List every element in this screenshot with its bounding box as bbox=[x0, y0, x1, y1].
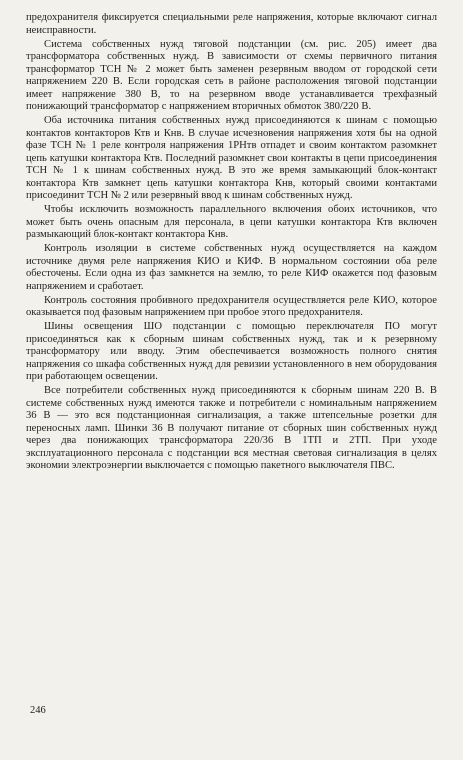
paragraph-2: Система собственных нужд тяговой подстанции (см. рис. 205) имеет два трансформатора собственных нужд. В зависимости от схемы первичного питания трансформатор ТСН № 2 может быть заменен резервным вводом от городской сети напряжением 220 В. Если городская сеть в районе расположения тяговой подстанции имеет напряжение 380 В, то на резервном вводе устанавливается трехфазный понижающий трансформатор с напряжением вторичных обмоток 380/220 В. bbox=[26, 38, 437, 112]
paragraph-1: предохранителя фиксируется специальными реле напряжения, которые включают сигнал неисправности. bbox=[26, 12, 437, 36]
paragraph-7: Шины освещения ШО подстанции с помощью переключателя ПО могут присоединяться как к сборным шинам собственных нужд, так и к резервному трансформатору или вводу. Этим обеспечивается возможность полного снятия напряжения со шкафа собственных нужд для ревизии установленного в нем оборудования при работающем освещении. bbox=[26, 321, 437, 382]
paragraph-8: Все потребители собственных нужд присоединяются к сборным шинам 220 В. В системе собственных нужд имеются также и потребители с номинальным напряжением 36 В — это вся подстанционная сигнализация, а также штепсельные розетки для переносных ламп. Шинки 36 В получают питание от сборных шин собственных нужд через два понижающих трансформатора 220/36 В 1ТП и 2ТП. При уходе эксплуатационного персонала с подстанции вся местная световая сигнализация в целях экономии электроэнергии выключается с помощью пакетного выключателя ПВС. bbox=[26, 385, 437, 471]
paragraph-4: Чтобы исключить возможность параллельного включения обоих источников, что может быть очень опасным для персонала, в цепи катушки контактора Ктв включен размыкающий блок-контакт контактора Кнв. bbox=[26, 204, 437, 240]
page-number: 246 bbox=[30, 705, 46, 716]
paragraph-3: Оба источника питания собственных нужд присоединяются к шинам с помощью контактов контакторов Ктв и Кнв. В случае исчезновения напряжения хотя бы на одной фазе ТСН № 1 реле контроля напряжения 1РНтв отпадет и своим контактом разомкнет цепь катушки контактора Ктв. Последний разомкнет свои контакты в цепи присоединения ТСН № 1 к шинам собственных нужд. В это же время замыкающий блок-контакт контактора Ктв замкнет цепь катушки контактора Кнв, который своими контактами присоединит ТСН № 2 или резервный ввод к шинам собственных нужд. bbox=[26, 115, 437, 201]
paragraph-5: Контроль изоляции в системе собственных нужд осуществляется на каждом источнике двумя реле напряжения КИО и КИФ. В нормальном состоянии оба реле обесточены. Если одна из фаз замкнется на землю, то реле КИФ окажется под фазовым напряжением и сработает. bbox=[26, 243, 437, 292]
paragraph-6: Контроль состояния пробивного предохранителя осуществляется реле КИО, которое оказывается под фазовым напряжением при пробое этого предохранителя. bbox=[26, 294, 437, 318]
